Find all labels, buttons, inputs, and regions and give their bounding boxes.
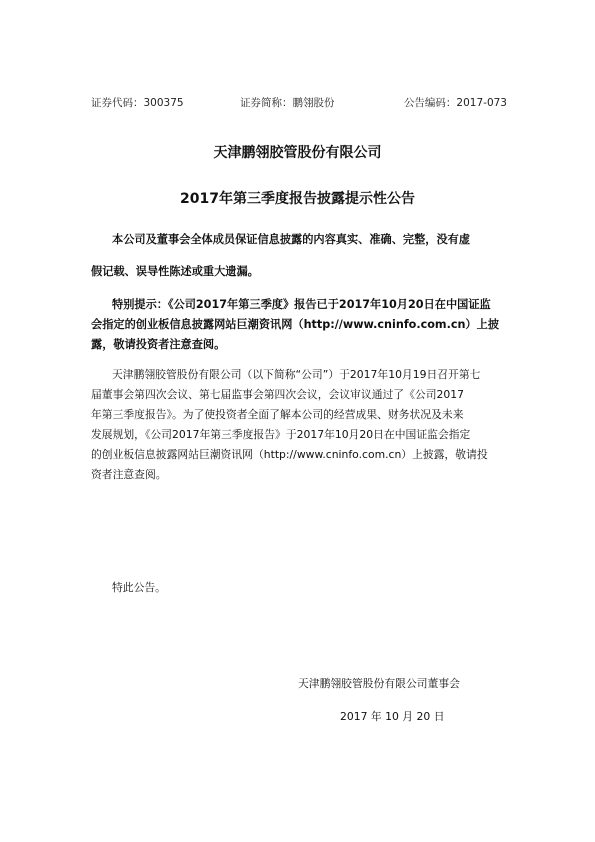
stock-abbreviation: 证券简称：鹏翎股份 (240, 97, 335, 109)
stock-code: 证券代码：300375 (91, 97, 184, 109)
body-line: 的创业板信息披露网站巨潮资讯网（http://www.cninfo.com.cn）上披露，敬请投 (91, 448, 488, 461)
special-notice-line: 露，敬请投资者注意查阅。 (91, 338, 226, 351)
statement-line: 假记载、误导性陈述或重大遗漏。 (91, 265, 259, 278)
signer: 天津鹏翎胶管股份有限公司董事会 (298, 677, 460, 690)
body-line: 资者注意查阅。 (91, 468, 167, 481)
statement-line: 本公司及董事会全体成员保证信息披露的内容真实、准确、完整，没有虚 (112, 233, 471, 246)
body-line: 天津鹏翎胶管股份有限公司（以下简称“公司”）于2017年10月19日召开第七 (112, 368, 481, 381)
company-name: 天津鹏翎胶管股份有限公司 (213, 145, 382, 161)
body-line: 年第三季度报告》。为了使投资者全面了解本公司的经营成果、财务状况及未来 (91, 408, 464, 421)
body-line: 届董事会第四次会议、第七届监事会第四次会议，会议审议通过了《公司2017 (91, 388, 464, 401)
document-header (91, 96, 507, 110)
body-line: 发展规划，《公司2017年第三季度报告》于2017年10月20日在中国证监会指定 (91, 428, 471, 441)
notice-number: 公告编码：2017-073 (403, 97, 507, 109)
special-notice-line: 特别提示：《公司2017年第三季度》报告已于2017年10月20日在中国证监 (112, 298, 491, 311)
issue-date: 2017 年 10 月 20 日 (340, 710, 445, 723)
special-notice-line: 会指定的创业板信息披露网站巨潮资讯网（http://www.cninfo.com.cn）上披 (91, 318, 500, 331)
closing-remark: 特此公告。 (112, 581, 166, 594)
notice-title: 2017年第三季度报告披露提示性公告 (180, 191, 415, 207)
